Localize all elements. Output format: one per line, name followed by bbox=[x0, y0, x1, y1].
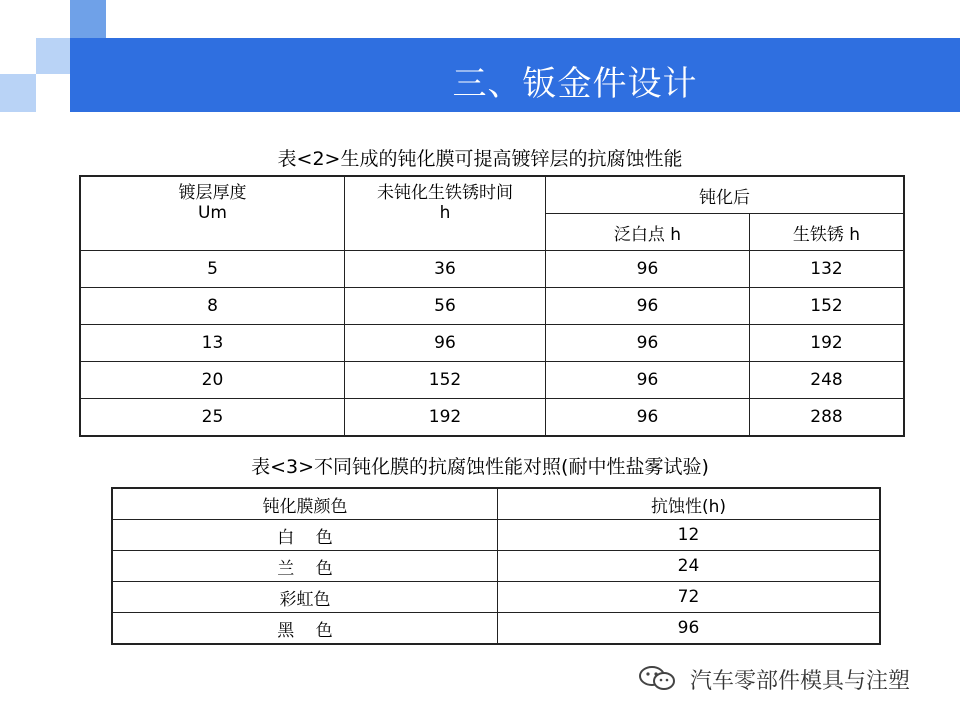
table3-header-color: 钝化膜颜色 bbox=[112, 488, 498, 520]
table-cell: 12 bbox=[498, 520, 881, 551]
slide-title: 三、钣金件设计 bbox=[452, 64, 698, 104]
table2-header-unpassivated bbox=[345, 176, 546, 251]
table3-caption: 表<3>不同钝化膜的抗腐蚀性能对照(耐中性盐雾试验) bbox=[251, 456, 709, 478]
header-text: 镀层厚度 bbox=[178, 183, 247, 203]
table-cell: 25 bbox=[80, 399, 345, 437]
table-cell: 24 bbox=[498, 551, 881, 582]
table-row bbox=[112, 520, 880, 551]
table-cell: 彩虹色 bbox=[112, 582, 498, 613]
table-cell: 192 bbox=[345, 399, 546, 437]
table2-caption: 表<2>生成的钝化膜可提高镀锌层的抗腐蚀性能 bbox=[277, 148, 683, 170]
table-row bbox=[80, 325, 904, 362]
table-cell: 192 bbox=[750, 325, 905, 362]
table-cell: 96 bbox=[546, 399, 750, 437]
table-cell: 5 bbox=[80, 251, 345, 288]
watermark-text: 汽车零部件模具与注塑 bbox=[690, 669, 911, 694]
table2-header-group: 钝化后 bbox=[546, 176, 905, 214]
table-cell: 兰 色 bbox=[112, 551, 498, 582]
table-cell: 248 bbox=[750, 362, 905, 399]
table-cell: 56 bbox=[345, 288, 546, 325]
table-cell: 8 bbox=[80, 288, 345, 325]
table-cell: 20 bbox=[80, 362, 345, 399]
table-row bbox=[80, 251, 904, 288]
table3 bbox=[111, 487, 881, 645]
table3-header-resistance: 抗蚀性(h) bbox=[498, 488, 881, 520]
table2-header-white-spot: 泛白点 h bbox=[546, 214, 750, 251]
table-row bbox=[80, 362, 904, 399]
title-bar bbox=[70, 38, 960, 112]
table-cell: 13 bbox=[80, 325, 345, 362]
table-cell: 152 bbox=[345, 362, 546, 399]
header-unit: h bbox=[439, 203, 451, 223]
table-cell: 132 bbox=[750, 251, 905, 288]
table-row bbox=[80, 288, 904, 325]
table-row bbox=[112, 551, 880, 582]
table-cell: 黑 色 bbox=[112, 613, 498, 645]
table-cell: 152 bbox=[750, 288, 905, 325]
table-cell: 288 bbox=[750, 399, 905, 437]
header-text: 未钝化生铁锈时间 bbox=[377, 183, 513, 203]
decor-square bbox=[0, 74, 36, 112]
table-row bbox=[80, 399, 904, 437]
table-cell: 96 bbox=[546, 325, 750, 362]
table-cell: 72 bbox=[498, 582, 881, 613]
wechat-icon bbox=[630, 662, 686, 694]
decor-square bbox=[70, 0, 106, 38]
table-cell: 36 bbox=[345, 251, 546, 288]
table-cell: 96 bbox=[546, 362, 750, 399]
table-row bbox=[112, 582, 880, 613]
table-cell: 白 色 bbox=[112, 520, 498, 551]
watermark bbox=[630, 662, 940, 694]
table-cell: 96 bbox=[546, 251, 750, 288]
header-unit: Um bbox=[197, 203, 227, 223]
table2-header-thickness bbox=[80, 176, 345, 251]
table-cell: 96 bbox=[345, 325, 546, 362]
table2-header-red-rust: 生铁锈 h bbox=[750, 214, 905, 251]
table-row bbox=[112, 613, 880, 645]
table2 bbox=[79, 175, 905, 437]
decor-square bbox=[36, 38, 70, 74]
table-cell: 96 bbox=[546, 288, 750, 325]
table-cell: 96 bbox=[498, 613, 881, 645]
